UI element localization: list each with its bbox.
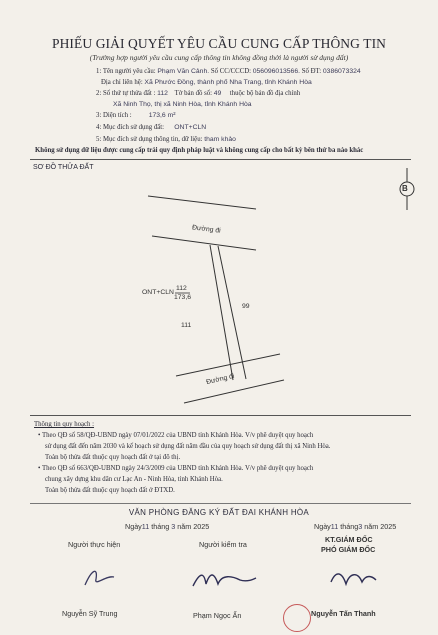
address-line: Địa chỉ liên hệ: Xã Phước Đồng, thành phố Nha Trang, tỉnh Khánh Hòa [101,79,312,86]
signature-checker-icon [190,568,260,593]
role-checker: Người kiểm tra [199,540,247,549]
planning-item-2-line-2: chung xây dựng khu dân cư Lạc An - Ninh Hòa, tỉnh Khánh Hòa. [45,476,223,483]
date-right: Ngày11 tháng3 năm 2025 [314,522,397,531]
map-section-title: SƠ ĐỒ THỬA ĐẤT [33,164,94,171]
north-label: B [402,184,408,193]
id-number: 056096013566. [252,68,300,75]
purpose-line: 5: Mục đích sử dụng thông tin, dữ liệu: tham khảo [96,136,236,143]
admin-value: Xã Ninh Thọ, thị xã Ninh Hòa, tỉnh Khánh Hòa [113,101,252,108]
planning-item-2: • Theo QĐ số 663/QĐ-UBND ngày 24/3/2009 của UBND tỉnh Khánh Hòa. V/v phê duyệt quy hoạch [38,465,314,472]
parcel-use-label: ONT+CLN [142,289,174,296]
document-title: PHIẾU GIẢI QUYẾT YÊU CẦU CUNG CẤP THÔNG TIN [51,36,387,51]
footer-divider [30,503,411,504]
area-value: 173,6 m² [148,112,176,119]
planning-item-1-line-3: Toàn bộ thửa đất thuộc quy hoạch đất ở tại đô thị. [45,454,181,461]
requester-line: 1: Tên người yêu cầu: Phạm Văn Cảnh. Số CC/CCCD: 056096013566. Số ĐT: 0386073324 [96,68,361,75]
neighbor-parcel-111: 111 [181,322,192,329]
road-bottom-edge-2 [184,380,284,403]
parcel-area-label: 173,6 [174,294,192,301]
planning-item-2-line-3: Toàn bộ thửa đất thuộc quy hoạch đất ở ĐTXD. [45,487,175,494]
planning-item-1-line-2: sử dụng đất đến năm 2030 và kế hoạch sử dụng đất năm đầu của quy hoạch sử dụng đất thị xã Ninh Hòa. [45,443,331,450]
parcel-left-edge [210,245,233,380]
stamp-icon [283,604,311,632]
role-director-2: PHÓ GIÁM ĐỐC [321,545,376,554]
sheet-number: 49 [213,90,222,97]
name-director: Nguyễn Tấn Thanh [311,609,376,618]
land-use-line: 4: Mục đích sử dụng đất: ONT+CLN [96,124,207,131]
warning-text: Không sử dụng dữ liệu được cung cấp trái quy định pháp luật và không cung cấp cho bất kỳ bên thứ ba nào khác [35,147,364,154]
purpose-value: tham khảo [204,136,236,143]
parcel-number-label: 112 [176,285,187,292]
address-value: Xã Phước Đồng, thành phố Nha Trang, tỉnh Khánh Hòa [144,79,312,86]
parcel-line: 2: Số thứ tự thửa đất : 112 Tờ bản đồ số: 49 thuộc bộ bản đồ địa chính [96,90,301,97]
name-executor: Nguyễn Sỹ Trung [62,609,118,618]
name-checker: Phạm Ngọc Ẩn [193,611,242,620]
date-left: Ngày11 tháng 3 năm 2025 [125,522,210,531]
requester-name: Phạm Văn Cảnh. [157,68,210,75]
road-bottom-label: Đường đi [205,372,236,387]
planning-title: Thông tin quy hoạch : [34,421,95,428]
parcel-right-edge [218,246,246,379]
road-top-edge-2 [152,236,256,250]
planning-item-1: • Theo QĐ số 58/QĐ-UBND ngày 07/01/2022 của UBND tỉnh Khánh Hòa. V/v phê duyệt quy hoạch [38,432,314,439]
area-line: 3: Diện tích : 173,6 m² [96,112,176,119]
office-name: VĂN PHÒNG ĐĂNG KÝ ĐẤT ĐAI KHÁNH HÒA [128,508,310,517]
road-top-edge-1 [148,196,256,209]
land-use-value: ONT+CLN [174,124,207,131]
role-executor: Người thực hiện [68,540,121,549]
road-top-label: Đường đi [191,224,221,235]
signature-executor-icon [80,565,120,590]
parcel-number: 112 [157,90,168,97]
role-director-1: KT.GIÁM ĐỐC [325,535,373,544]
phone-number: 0386073324 [322,68,361,75]
signature-director-icon [328,566,378,590]
document-subtitle: (Trường hợp người yêu cầu cung cấp thông tin không đồng thời là người sử dụng đất) [89,53,349,62]
road-bottom-edge-1 [176,354,280,376]
neighbor-parcel-99: 99 [242,303,250,310]
